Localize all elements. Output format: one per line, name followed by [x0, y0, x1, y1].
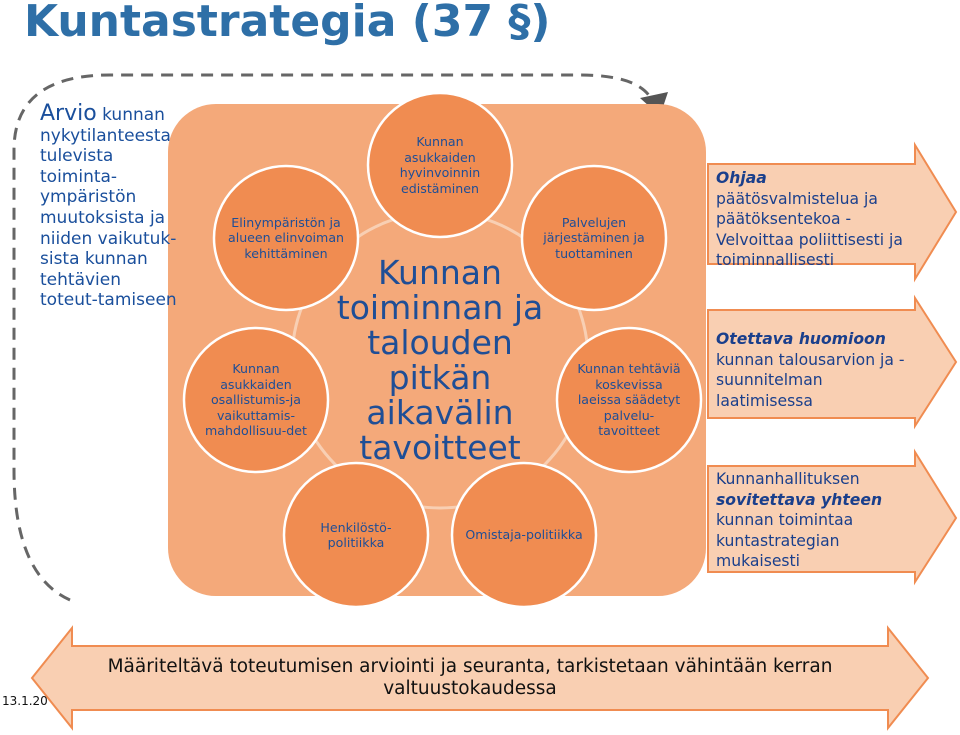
bottom-arrow-text: Määriteltävä toteutumisen arviointi ja seuranta, tarkistetaan vähintään kerran valtuustokaudessa: [107, 656, 833, 699]
arrow-1-text: [716, 168, 916, 271]
assessment-lead: Arvio: [40, 101, 97, 126]
circle-upper-right-label: Palvelujen järjestäminen ja tuottaminen: [543, 214, 645, 261]
assessment-text: [40, 101, 180, 311]
circle-bottom-right-label: Omistaja-politiikka: [465, 527, 583, 543]
date-label: 13.1.20: [2, 694, 48, 708]
arrow-2-emphasis: Otettava huomioon: [716, 330, 886, 348]
assessment-rest: kunnan nykytilanteesta tulevista toiminta-ympäristön muutoksista ja niiden vaikutuk-sista kunnan tehtävien toteut-tamiseen: [40, 105, 177, 311]
arrow-3-text: [716, 469, 916, 572]
circle-lower-right-label: Kunnan tehtäviä koskevissa laeissa säädetyt palvelu-tavoitteet: [577, 361, 681, 439]
arrow-3-emphasis: sovitettava yhteen: [716, 490, 883, 509]
circle-lower-left-label: Kunnan asukkaiden osallistumis-ja vaikuttamis-mahdollisuu-det: [205, 361, 307, 439]
circle-top-label: Kunnan asukkaiden hyvinvoinnin edistäminen: [399, 134, 481, 196]
arrow-2-body: kunnan talousarvion ja -suunnitelman laatimisessa: [716, 350, 905, 410]
page-title: Kuntastrategia (37 §): [24, 0, 551, 47]
arrow-3-body: kunnan toimintaa kuntastrategian mukaisesti: [716, 511, 854, 570]
center-goal-text: Kunnan toiminnan ja talouden pitkän aikavälin tavoitteet: [336, 253, 544, 467]
arrow-1-emphasis: Ohjaa: [716, 169, 767, 187]
circle-upper-left-label: Elinympäristön ja alueen elinvoiman kehittäminen: [227, 214, 345, 261]
arrow-2-text: [716, 329, 916, 411]
circle-bottom-left-label: Henkilöstö-politiikka: [320, 519, 392, 550]
arrow-1-body: päätösvalmistelua ja päätöksentekoa - Velvoittaa poliittisesti ja toiminnallisesti: [716, 189, 903, 269]
arrow-3-pre: Kunnanhallituksen: [716, 470, 860, 488]
